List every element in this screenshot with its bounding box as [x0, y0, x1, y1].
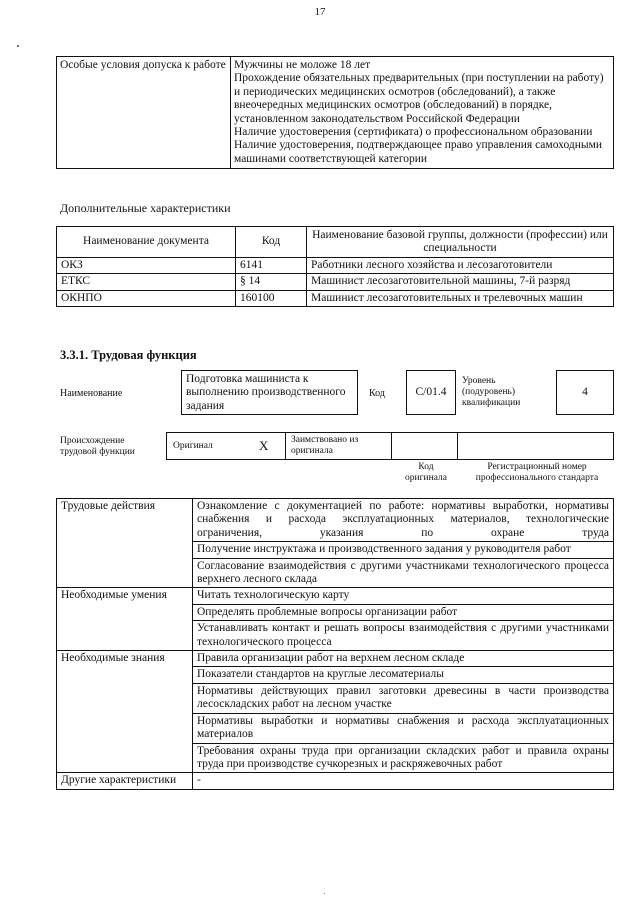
other-label: Другие характеристики — [57, 773, 193, 789]
section-title: 3.3.1. Трудовая функция — [60, 348, 197, 362]
original-code-cell — [391, 432, 458, 460]
cell-doc: ОКНПО — [57, 290, 236, 306]
access-line: Наличие удостоверения, подтверждающее право управления самоходными машинами соответствующей категории — [234, 139, 603, 165]
knowledge-item: Показатели стандартов на круглые лесоматериалы — [193, 667, 614, 683]
reg-number-cell — [457, 432, 614, 460]
access-line: Прохождение обязательных предварительных (при поступлении на работу) и периодических медицинских осмотров (обследований), а также внеочередных медицинских осмотров (обследований) в порядке, установленном законодательством Российской Федерации — [234, 72, 604, 125]
reg-number-caption: Регистрационный номер профессионального стандарта — [475, 462, 599, 483]
level-label: Уровень (подуровень) квалификации — [462, 376, 521, 408]
access-line: Мужчины не моложе 18 лет — [234, 59, 371, 71]
col-header-name: Наименование базовой группы, должности (профессии) или специальности — [307, 227, 614, 258]
origin-label: Происхождение трудовой функции — [60, 436, 135, 457]
col-header-code: Код — [236, 227, 307, 258]
name-label: Наименование — [60, 388, 123, 399]
skill-item: Устанавливать контакт и решать вопросы взаимодействия с другими участниками технологического процесса — [193, 621, 614, 651]
cell-doc: ОКЗ — [57, 258, 236, 274]
code-original-caption: Код оригинала — [405, 462, 447, 483]
access-conditions-label: Особые условия допуска к работе — [57, 57, 231, 169]
knowledge-label: Необходимые знания — [57, 651, 193, 773]
cell-doc: ЕТКС — [57, 274, 236, 290]
additional-characteristics-title: Дополнительные характеристики — [60, 201, 231, 215]
cell-name: Машинист лесозаготовительных и трелевочных машин — [307, 290, 614, 306]
skill-item: Определять проблемные вопросы организации работ — [193, 604, 614, 620]
borrowed-cell — [285, 432, 392, 460]
skill-item: Читать технологическую карту — [193, 588, 614, 604]
code-label: Код — [369, 388, 385, 399]
skills-label: Необходимые умения — [57, 588, 193, 651]
labor-action-item: Согласование взаимодействия с другими участниками технологического процесса верхнего лесного склада — [193, 558, 614, 588]
labor-actions-label: Трудовые действия — [57, 499, 193, 588]
function-name-box: Подготовка машиниста к выполнению производственного задания — [181, 370, 358, 415]
function-details-table — [56, 498, 614, 790]
knowledge-item: Нормативы выработки и нормативы снабжения и расхода эксплуатационных материалов — [193, 713, 614, 743]
cell-code: 160100 — [236, 290, 307, 306]
access-line: Наличие удостоверения (сертификата) о профессиональном образовании — [234, 126, 593, 139]
access-conditions-values — [231, 57, 614, 169]
cell-code: 6141 — [236, 258, 307, 274]
original-label: Оригинал — [173, 441, 213, 451]
labor-action-item: Ознакомление с документацией по работе: нормативы выработки, нормативы снабжения и расхода эксплуатационных материалов, технологические ограничения, указания по охране труда — [193, 499, 614, 542]
labor-action-item: Получение инструктажа и производственного задания у руководителя работ — [193, 542, 614, 558]
scan-speck — [17, 45, 19, 47]
other-value: - — [193, 773, 614, 789]
function-code-box: C/01.4 — [406, 370, 456, 415]
borrowed-label: Заимствовано из оригинала — [291, 435, 359, 456]
col-header-document: Наименование документа — [57, 227, 236, 258]
table-row — [57, 274, 614, 290]
access-conditions-table — [56, 56, 614, 169]
original-mark: X — [259, 438, 269, 453]
original-cell — [166, 432, 286, 460]
cell-code: § 14 — [236, 274, 307, 290]
scan-speck — [324, 893, 325, 894]
cell-name: Работники лесного хозяйства и лесозаготовители — [307, 258, 614, 274]
cell-name: Машинист лесозаготовительной машины, 7-й разряд — [307, 274, 614, 290]
additional-characteristics-table — [56, 226, 614, 307]
table-row — [57, 290, 614, 306]
knowledge-item: Требования охраны труда при организации складских работ и правила охраны труда при производстве сучкорезных и раскряжевочных работ — [193, 743, 614, 773]
table-row — [57, 258, 614, 274]
level-value-box: 4 — [556, 370, 614, 415]
page-number: 17 — [314, 6, 326, 18]
knowledge-item: Нормативы действующих правил заготовки древесины в части производства лесоскладских работ на лесном участке — [193, 683, 614, 713]
knowledge-item: Правила организации работ на верхнем лесном складе — [193, 651, 614, 667]
